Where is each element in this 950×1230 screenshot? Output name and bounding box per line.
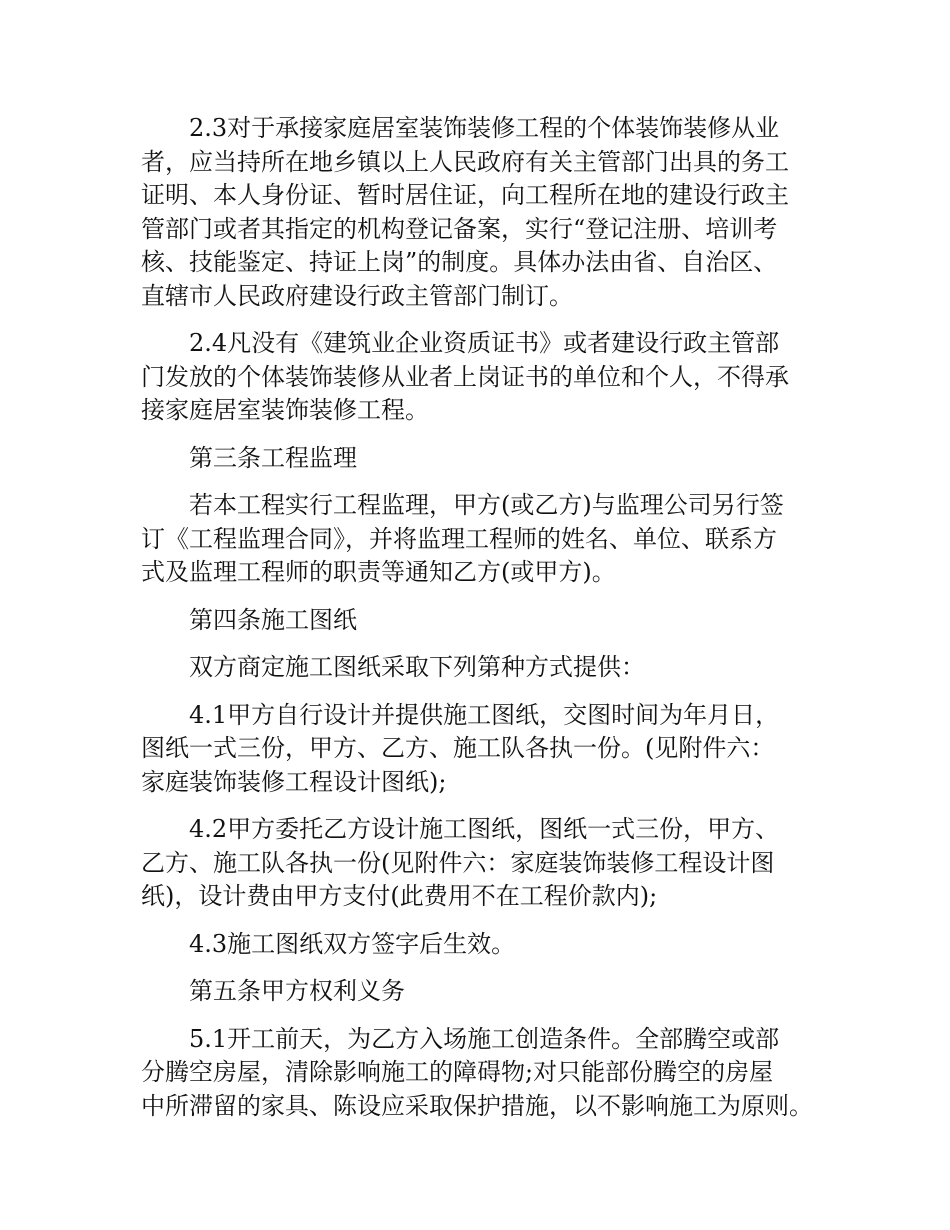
paragraph-4-2: [141, 813, 831, 914]
text-line: 直辖市人民政府建设行政主管部门制订。: [141, 281, 573, 310]
text-line: 订《工程监理合同》，并将监理工程师的姓名、单位、联系方: [141, 524, 777, 553]
text-line: 者，应当持所在地乡镇以上人民政府有关主管部门出具的务工: [141, 147, 789, 176]
text-line: 证明、本人身份证、暂时居住证，向工程所在地的建设行政主: [141, 181, 789, 209]
text-line: 核、技能鉴定、持证上岗”的制度。具体办法由省、自治区、: [141, 248, 778, 276]
paragraph-2-4: [141, 327, 831, 428]
paragraph-4-3: [141, 928, 831, 962]
paragraph-2-3: [141, 112, 831, 313]
text-line: 2.3对于承接家庭居室装饰装修工程的个体装饰装修从业: [189, 114, 780, 142]
text-line: 双方商定施工图纸采取下列第种方式提供：: [189, 653, 645, 681]
paragraph-5-1: [141, 1023, 831, 1124]
heading-article-3: [141, 442, 831, 476]
text-line: 若本工程实行工程监理，甲方(或乙方)与监理公司另行签: [189, 491, 784, 519]
text-line: 2.4凡没有《建筑业企业资质证书》或者建设行政主管部: [189, 329, 780, 357]
text-line: 4.3施工图纸双方签字后生效。: [189, 929, 516, 958]
text-line: 4.1甲方自行设计并提供施工图纸，交图时间为年月日，: [189, 700, 780, 729]
text-line: 门发放的个体装饰装修从业者上岗证书的单位和个人，不得承: [141, 362, 789, 391]
document-body: [141, 112, 831, 1137]
heading-article-4: [141, 604, 831, 638]
text-line: 纸)，设计费由甲方支付(此费用不在工程价款内);: [141, 882, 658, 910]
text-line: 乙方、施工队各执一份(见附件六：家庭装饰装修工程设计图: [141, 848, 775, 877]
text-line: 图纸一式三份，甲方、乙方、施工队各执一份。(见附件六：: [141, 734, 775, 762]
text-line: 第五条甲方权利义务: [189, 977, 405, 1005]
paragraph-4-1: [141, 699, 831, 800]
text-line: 管部门或者其指定的机构登记备案，实行“登记注册、培训考: [141, 214, 778, 243]
paragraph-article-4-intro: [141, 651, 831, 685]
text-line: 分腾空房屋，清除影响施工的障碍物;对只能部份腾空的房屋: [141, 1058, 774, 1086]
text-line: 第四条施工图纸: [189, 605, 357, 634]
heading-article-5: [141, 975, 831, 1009]
text-line: 接家庭居室装饰装修工程。: [141, 396, 429, 424]
text-line: 家庭装饰装修工程设计图纸);: [141, 767, 447, 796]
text-line: 第三条工程监理: [189, 443, 357, 472]
text-line: 中所滞留的家具、陈设应采取保护措施，以不影响施工为原则。: [141, 1091, 813, 1120]
text-line: 5.1开工前天，为乙方入场施工创造条件。全部腾空或部: [189, 1024, 780, 1053]
text-line: 式及监理工程师的职责等通知乙方(或甲方)。: [141, 558, 616, 586]
text-line: 4.2甲方委托乙方设计施工图纸，图纸一式三份，甲方、: [189, 815, 780, 843]
paragraph-article-3-body: [141, 489, 831, 590]
